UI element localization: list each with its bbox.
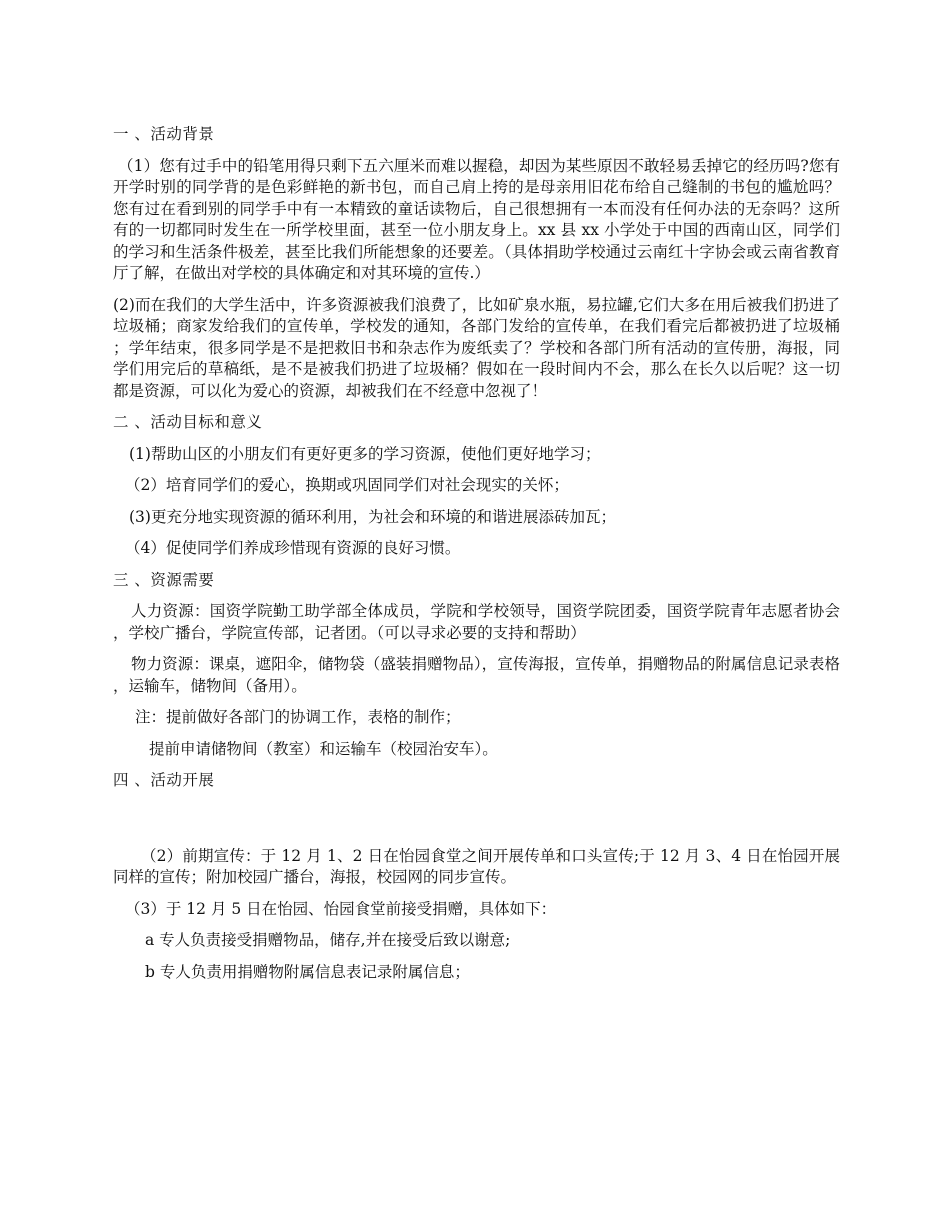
background-paragraph-2: (2)而在我们的大学生活中，许多资源被我们浪费了，比如矿泉水瓶，易拉罐,它们大多在用后被我们扔进了垃圾桶；商家发给我们的宣传单，学校发的通知，各部门发给的宣传单，在我们看完后都被扔进了垃圾桶；学年结束，很多同学是不是把救旧书和杂志作为废纸卖了？学校和各部门所有活动的宣传册，海报，同学们用完后的草稿纸，是不是被我们扔进了垃圾桶？假如在一段时间内不会，那么在长久以后呢？这一切都是资源，可以化为爱心的资源，却被我们在不经意中忽视了！ <box>113 295 840 400</box>
blank-space <box>113 802 840 846</box>
activity-promotion: （2）前期宣传：于 12 月 1、2 日在怡园食堂之间开展传单和口头宣传;于 12 月 3、4 日在怡园开展同样的宣传；附加校园广播台，海报，校园网的同步宣传。 <box>113 846 840 886</box>
resource-note-continued: 提前申请储物间（教室）和运输车（校园治安车）。 <box>149 739 498 758</box>
resource-material: 物力资源：课桌，遮阳伞，储物袋（盛装捐赠物品），宣传海报，宣传单，捐赠物品的附属信息记录表格，运输车，储物间（备用）。 <box>113 655 840 695</box>
resource-human: 人力资源：国资学院勤工助学部全体成员，学院和学校领导，国资学院团委，国资学院青年志愿者协会，学校广播台，学院宣传部，记者团。（可以寻求必要的支持和帮助） <box>113 602 840 642</box>
resource-note: 注：提前做好各部门的协调工作，表格的制作； <box>135 708 461 726</box>
activity-step-b: b 专人负责用捐赠物附属信息表记录附属信息； <box>145 962 470 981</box>
activity-step-a: a 专人负责接受捐赠物品，储存,并在接受后致以谢意; <box>145 931 511 949</box>
section-heading-activities: 四 、活动开展 <box>113 771 215 789</box>
goal-item-3: (3)更充分地实现资源的循环利用，为社会和环境的和谐进展添砖加瓦； <box>129 507 616 526</box>
goal-item-1: (1)帮助山区的小朋友们有更好更多的学习资源，使他们更好地学习； <box>129 444 601 463</box>
goal-item-4: （4）促使同学们养成珍惜现有资源的良好习惯。 <box>125 539 461 557</box>
section-heading-resources: 三 、资源需要 <box>113 570 215 589</box>
section-heading-background: 一 、活动背景 <box>113 125 215 143</box>
background-paragraph-1: （1）您有过手中的铅笔用得只剩下五六厘米而难以握稳，却因为某些原因不敢轻易丢掉它的经历吗?您有开学时别的同学背的是色彩鲜艳的新书包，而自己肩上挎的是母亲用旧花布给自己缝制的书包的尴尬吗？您有过在看到别的同学手中有一本精致的童话读物后，自己很想拥有一本而没有任何办法的无奈吗？这所有的一切都同时发生在一所学校里面，甚至一位小朋友身上。xx 县 xx 小学处于中国的西南山区，同学们的学习和生活条件极差，甚至比我们所能想象的还要差。（具体捐助学校通过云南红十字协会或云南省教育厅了解，在做出对学校的具体确定和对其环境的宣传.） <box>113 156 840 282</box>
activity-donation: （3）于 12 月 5 日在怡园、怡园食堂前接受捐赠，具体如下： <box>125 899 557 918</box>
goal-item-2: （2）培育同学们的爱心，换期或巩固同学们对社会现实的关怀； <box>125 476 569 494</box>
document-page <box>113 124 840 993</box>
section-heading-goals: 二 、活动目标和意义 <box>113 413 263 431</box>
